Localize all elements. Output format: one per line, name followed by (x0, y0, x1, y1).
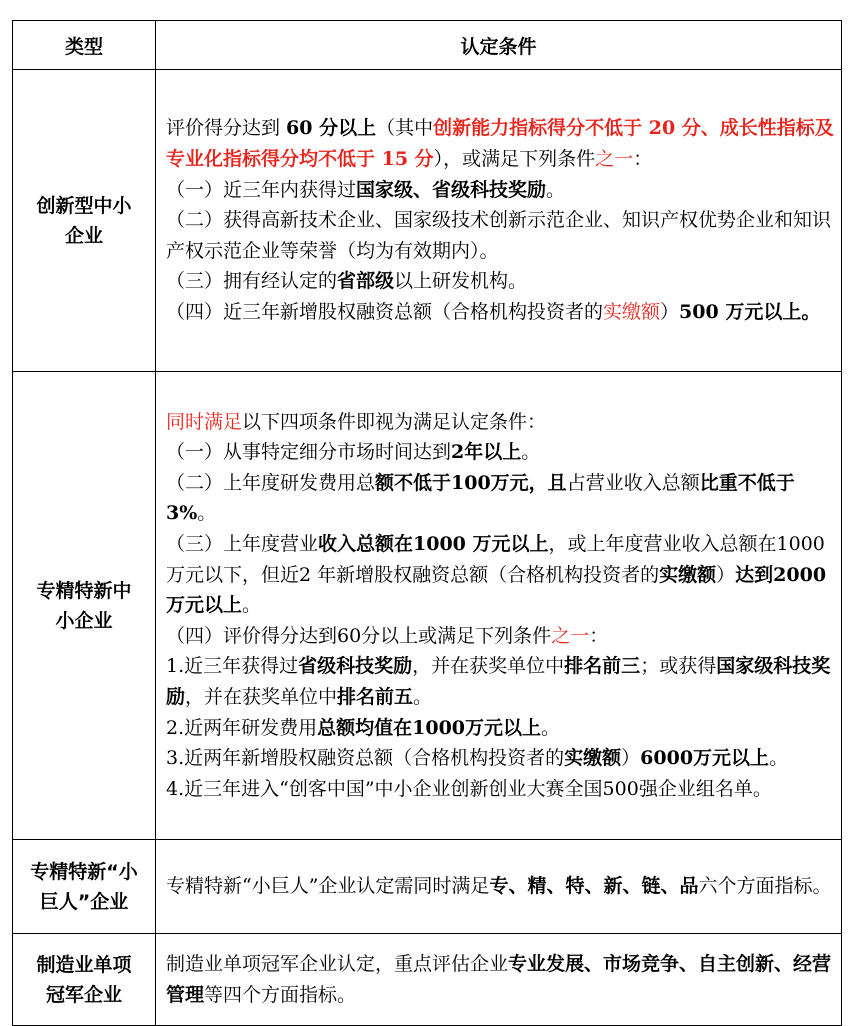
type-label: 专精特新“小巨人”企业 (30, 860, 138, 913)
condition-cell (156, 934, 842, 1026)
condition-line (166, 297, 835, 328)
condition-text: 排名前三 (564, 655, 641, 678)
condition-text: ： (633, 148, 653, 171)
condition-text: 收入总额在1000 万元以上 (318, 533, 549, 556)
header-condition: 认定条件 (156, 21, 842, 70)
condition-cell (156, 840, 842, 934)
condition-text: 省部级 (337, 270, 395, 293)
condition-text: 比重不低于3% (166, 471, 795, 525)
condition-line (166, 407, 835, 438)
condition-text: 以上研发机构。 (394, 270, 528, 293)
condition-text: 专、精、特、新、链、品 (489, 875, 699, 898)
type-cell (13, 70, 156, 372)
header-row (13, 21, 842, 70)
condition-text: 专精特新“小巨人”企业认定需同时满足 (166, 875, 490, 898)
certification-table (12, 20, 842, 1026)
condition-line (166, 205, 835, 266)
condition-text: 之一 (595, 148, 634, 171)
row-specialized-sme (13, 372, 842, 840)
condition-text: 实缴额 (603, 300, 661, 323)
condition-text: ；或获得 (640, 655, 717, 678)
condition-text: 创新能力指标得分不低于 20 分、成长性指标及专业化指标得分均不低于 15 分 (166, 117, 834, 171)
condition-text: 实缴额 (564, 747, 622, 770)
condition-text: 2.近两年研发费用 (166, 716, 318, 739)
condition-line (166, 949, 835, 1010)
type-label: 创新型中小企业 (36, 194, 132, 247)
condition-text: 专业发展、市场竞争、自主创新、经营管理 (166, 952, 832, 1006)
condition-text: 总额均值在1000万元以上 (317, 716, 542, 739)
condition-text: ，或上年度营业收入总额在1000 万元以下，但近2 年新增股权融资总额（合格机构投资者的 (166, 533, 825, 586)
condition-text: 国家级、省级科技奖励 (356, 178, 547, 201)
condition-line (166, 774, 835, 805)
condition-line (166, 743, 835, 774)
condition-text: 省级科技奖励 (298, 655, 413, 678)
condition-text: 。 (242, 594, 262, 617)
condition-text: ，并在获奖单位中 (185, 685, 338, 708)
condition-text: 。 (546, 178, 566, 201)
condition-text: （三）上年度营业 (166, 533, 319, 556)
condition-text: 达到2000 万元以上 (166, 563, 827, 617)
condition-text: （三）拥有经认定的 (166, 270, 338, 293)
row-innovative-sme (13, 70, 842, 372)
condition-text: ，并在获奖单位中 (412, 655, 565, 678)
condition-text: 六个方面指标。 (698, 875, 832, 898)
condition-line (166, 437, 835, 468)
condition-text: 4.近三年进入“创客中国”中小企业创新创业大赛全国500强企业组名单。 (166, 777, 772, 800)
condition-text: （二）上年度研发费用总 (166, 471, 376, 494)
type-cell (13, 840, 156, 934)
condition-text: （四）近三年新增股权融资总额（合格机构投资者的 (166, 300, 604, 323)
condition-text: 1.近三年获得过 (166, 655, 299, 678)
condition-text: 500 万元以上。 (679, 300, 821, 323)
condition-line (166, 871, 835, 902)
condition-text: 制造业单项冠军企业认定，重点评估企业 (166, 952, 509, 975)
type-cell (13, 372, 156, 840)
condition-text: 评价得分达到 (166, 117, 287, 140)
type-label: 专精特新中小企业 (36, 579, 132, 632)
condition-text: （一）从事特定细分市场时间达到 (166, 441, 452, 464)
row-single-champion (13, 934, 842, 1026)
condition-text: 占营业收入总额 (566, 471, 700, 494)
condition-text: 等四个方面指标。 (204, 983, 357, 1006)
condition-text: 。 (197, 502, 217, 525)
condition-text: 。 (541, 716, 561, 739)
condition-text: 之一 (551, 624, 590, 647)
condition-text: 60 分以上 (286, 117, 377, 140)
condition-text: 额不低于100万元，且 (375, 471, 567, 494)
condition-text: ） (621, 747, 641, 770)
condition-text: （一）近三年内获得过 (166, 178, 357, 201)
condition-text: 以下四项条件即视为满足认定条件： (242, 410, 547, 433)
type-label: 制造业单项冠军企业 (36, 953, 132, 1006)
condition-cell (156, 372, 842, 840)
condition-cell (156, 70, 842, 372)
condition-text: ） (716, 563, 736, 586)
condition-text: ： (589, 624, 609, 647)
condition-text: 国家级科技奖励 (166, 655, 831, 708)
header-type: 类型 (13, 21, 156, 70)
condition-text: 排名前五 (337, 685, 414, 708)
condition-text: 实缴额 (659, 563, 717, 586)
condition-line (166, 175, 835, 206)
condition-text: 3.近两年新增股权融资总额（合格机构投资者的 (166, 747, 565, 770)
condition-line (166, 651, 835, 712)
condition-text: 。 (769, 747, 789, 770)
condition-text: 同时满足 (166, 410, 243, 433)
condition-text: 2年以上 (451, 441, 522, 464)
condition-text: （四）评价得分达到60分以上或满足下列条件 (166, 624, 552, 647)
condition-line (166, 621, 835, 652)
condition-line (166, 266, 835, 297)
condition-line (166, 713, 835, 744)
condition-line (166, 529, 835, 621)
condition-line (166, 468, 835, 529)
condition-text: 。 (521, 441, 541, 464)
condition-text: ），或满足下列条件 (433, 148, 596, 171)
type-cell (13, 934, 156, 1026)
condition-text: 6000万元以上 (640, 747, 770, 770)
condition-text: （二）获得高新技术企业、国家级技术创新示范企业、知识产权优势企业和知识产权示范企业等荣誉（均为有效期内）。 (166, 209, 832, 262)
condition-text: （其中 (376, 117, 434, 140)
condition-line (166, 113, 835, 174)
condition-text: ） (660, 300, 680, 323)
condition-text: 。 (413, 685, 433, 708)
row-little-giant (13, 840, 842, 934)
